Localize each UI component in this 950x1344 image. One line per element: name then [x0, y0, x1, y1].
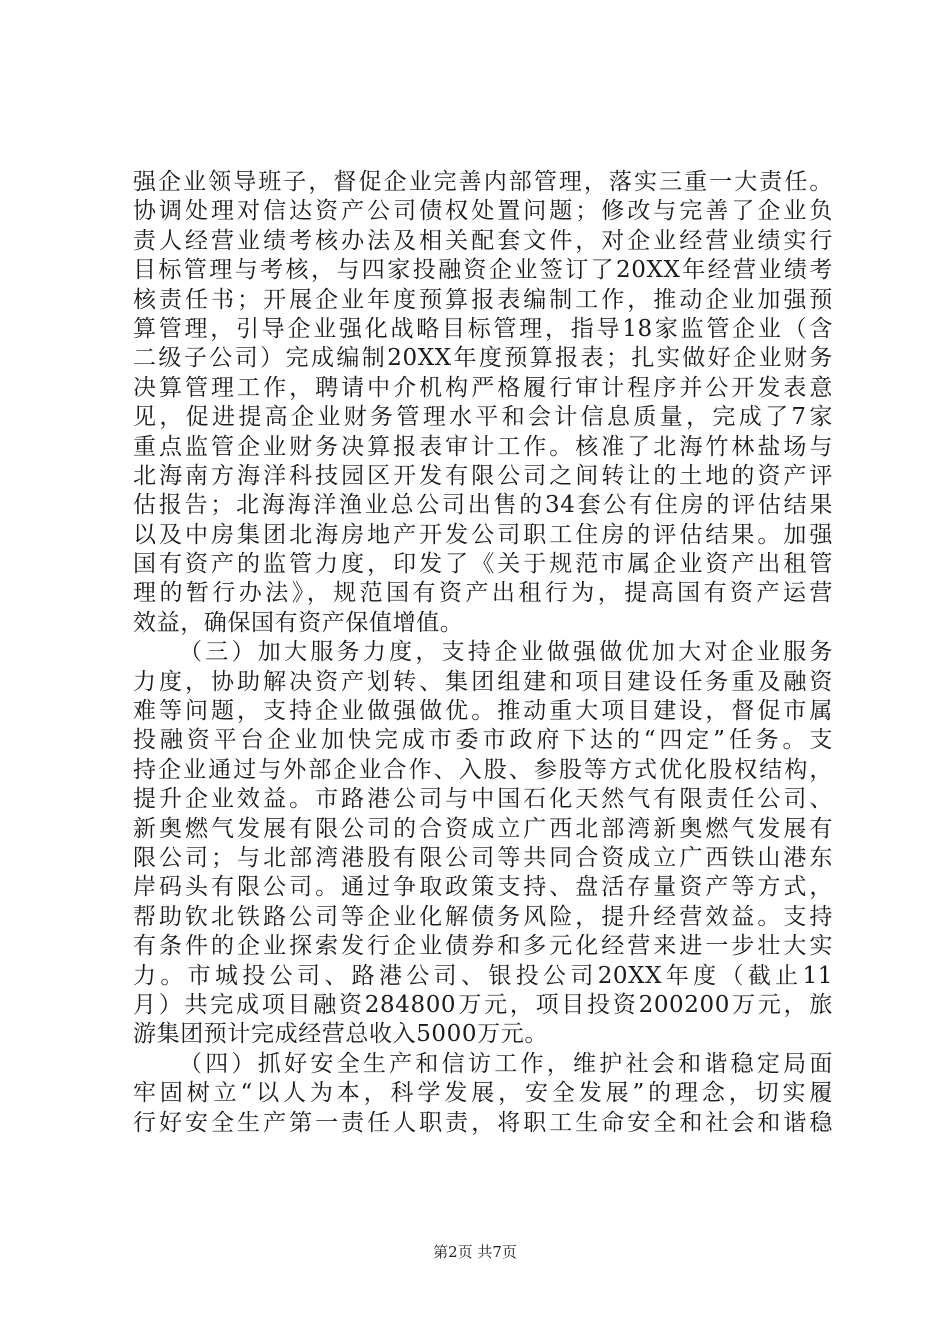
text-line: 核责任书；开展企业年度预算报表编制工作，推动企业加强预 [133, 286, 833, 313]
text-line: 投融资平台企业加快完成市委市政府下达的“四定”任务。支 [133, 727, 833, 754]
body-text [133, 168, 833, 1138]
text-line: 理的暂行办法》，规范国有资产出租行为，提高国有资产运营 [133, 580, 833, 607]
text-line: 二级子公司）完成编制20XX年度预算报表；扎实做好企业财务 [133, 345, 833, 372]
text-line: 责人经营业绩考核办法及相关配套文件，对企业经营业绩实行 [133, 227, 833, 254]
text-line: 力度，协助解决资产划转、集团组建和项目建设任务重及融资 [133, 668, 833, 695]
text-line: 新奥燃气发展有限公司的合资成立广西北部湾新奥燃气发展有 [133, 815, 833, 842]
text-line: 岸码头有限公司。通过争取政策支持、盘活存量资产等方式， [133, 874, 833, 901]
text-line: 算管理，引导企业强化战略目标管理，指导18家监管企业（含 [133, 315, 833, 342]
text-line: 北海南方海洋科技园区开发有限公司之间转让的土地的资产评 [133, 462, 833, 489]
text-line: 限公司；与北部湾港股有限公司等共同合资成立广西铁山港东 [133, 844, 833, 871]
text-line: 帮助钦北铁路公司等企业化解债务风险，提升经营效益。支持 [133, 903, 833, 930]
page-footer: 第2页 共7页 [433, 1243, 517, 1261]
text-line: 行好安全生产第一责任人职责，将职工生命安全和社会和谐稳 [133, 1109, 833, 1136]
text-line: 决算管理工作，聘请中介机构严格履行审计程序并公开发表意 [133, 374, 833, 401]
text-line: 强企业领导班子，督促企业完善内部管理，落实三重一大责任。 [133, 169, 833, 195]
text-line: 效益，确保国有资产保值增值。 [133, 609, 464, 636]
text-line: 力。市城投公司、路港公司、银投公司20XX年度（截止11 [133, 962, 833, 989]
text-line: 牢固树立“以人为本，科学发展，安全发展”的理念，切实履 [133, 1080, 833, 1107]
text-line: 月）共完成项目融资284800万元，项目投资200200万元，旅 [133, 991, 833, 1018]
text-line: 见，促进提高企业财务管理水平和会计信息质量，完成了7家 [133, 404, 833, 431]
text-line: 协调处理对信达资产公司债权处置问题；修改与完善了企业负 [133, 198, 833, 225]
text-line: 重点监管企业财务决算报表审计工作。核准了北海竹林盐场与 [133, 433, 833, 460]
text-line: （四）抓好安全生产和信访工作，维护社会和谐稳定局面 [179, 1050, 833, 1077]
text-line: 以及中房集团北海房地产开发公司职工住房的评估结果。加强 [133, 521, 833, 548]
text-line: （三）加大服务力度，支持企业做强做优加大对企业服务 [179, 639, 833, 666]
text-line: 目标管理与考核，与四家投融资企业签订了20XX年经营业绩考 [133, 257, 833, 284]
text-line: 估报告；北海海洋渔业总公司出售的34套公有住房的评估结果 [133, 492, 833, 519]
text-line: 提升企业效益。市路港公司与中国石化天然气有限责任公司、 [133, 786, 833, 813]
text-line: 游集团预计完成经营总收入5000万元。 [133, 1021, 548, 1048]
text-line: 有条件的企业探索发行企业债券和多元化经营来进一步壮大实 [133, 933, 833, 960]
text-line: 持企业通过与外部企业合作、入股、参股等方式优化股权结构， [133, 756, 833, 783]
text-line: 难等问题，支持企业做强做优。推动重大项目建设，督促市属 [133, 698, 833, 725]
text-line: 国有资产的监管力度，印发了《关于规范市属企业资产出租管 [133, 551, 833, 578]
